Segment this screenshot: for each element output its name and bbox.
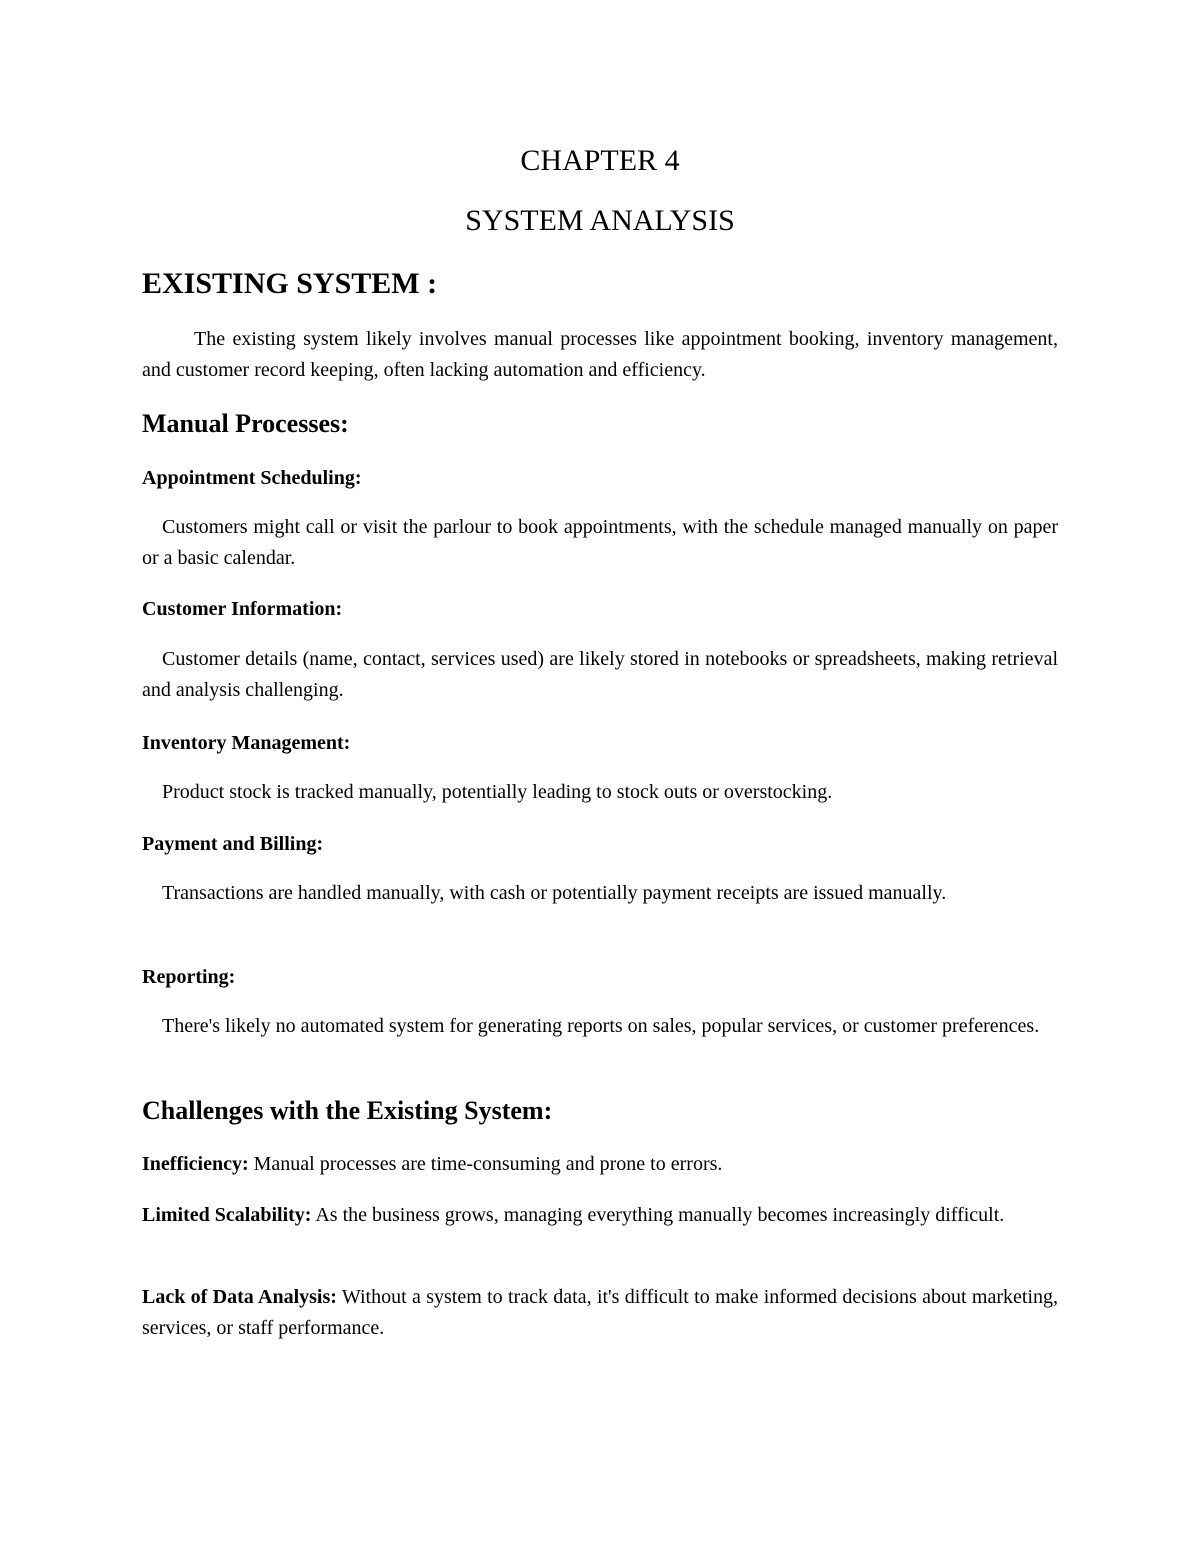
reporting-label: Reporting: <box>142 966 236 988</box>
reporting-text: There's likely no automated system for generating reports on sales, popular services, or customer preferences. <box>162 1015 1040 1037</box>
existing-system-heading: EXISTING SYSTEM : <box>142 267 438 300</box>
challenge-item <box>142 1282 1058 1344</box>
appointment-scheduling-label: Appointment Scheduling: <box>142 467 362 489</box>
chapter-number: CHAPTER 4 <box>520 144 680 177</box>
appointment-scheduling-text: Customers might call or visit the parlour to book appointments, with the schedule managed manually on paper or a basic calendar. <box>142 516 1058 569</box>
chapter-title: SYSTEM ANALYSIS <box>465 204 735 237</box>
customer-information-text: Customer details (name, contact, services used) are likely stored in notebooks or spreadsheets, making retrieval and analysis challenging. <box>142 648 1058 701</box>
challenge-item <box>142 1200 1058 1231</box>
challenges-heading: Challenges with the Existing System: <box>142 1096 553 1125</box>
inventory-management-label: Inventory Management: <box>142 732 351 754</box>
challenge-text: As the business grows, managing everything manually becomes increasingly difficult. <box>315 1204 1005 1226</box>
payment-billing-text: Transactions are handled manually, with cash or potentially payment receipts are issued manually. <box>162 882 947 904</box>
customer-information-label: Customer Information: <box>142 598 343 620</box>
manual-processes-heading: Manual Processes: <box>142 409 349 438</box>
challenge-term: Limited Scalability: <box>142 1204 312 1226</box>
challenge-term: Lack of Data Analysis: <box>142 1286 337 1308</box>
payment-billing-label: Payment and Billing: <box>142 833 324 855</box>
challenge-text: Manual processes are time-consuming and prone to errors. <box>253 1153 723 1175</box>
existing-system-intro: The existing system likely involves manual processes like appointment booking, inventory management, and customer record keeping, often lacking automation and efficiency. <box>142 328 1058 381</box>
challenge-text: Without a system to track data, it's difficult to make informed decisions about marketing, services, or staff performance. <box>142 1286 1059 1339</box>
inventory-management-text: Product stock is tracked manually, potentially leading to stock outs or overstocking. <box>162 781 833 803</box>
challenge-term: Inefficiency: <box>142 1153 249 1175</box>
challenge-item <box>142 1149 1058 1180</box>
